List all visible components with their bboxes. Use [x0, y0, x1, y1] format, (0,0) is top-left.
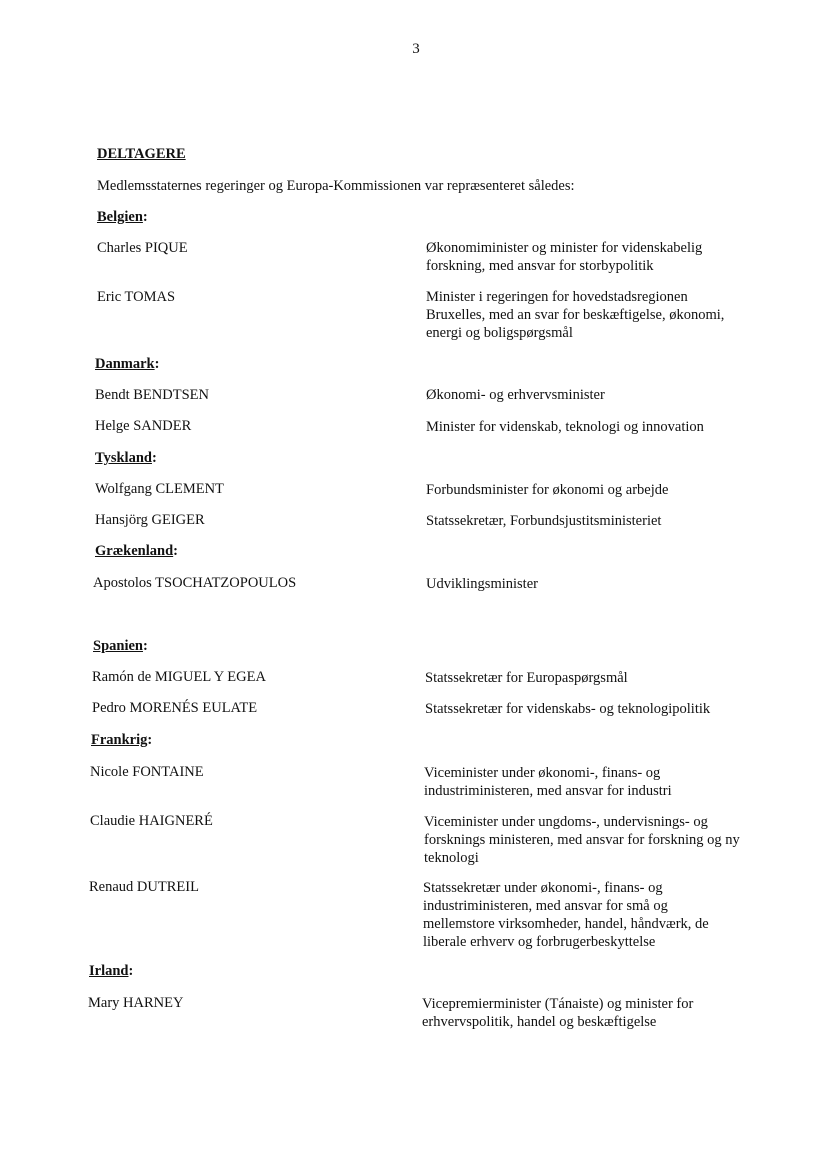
- member-role: Minister for videnskab, teknologi og innovation: [426, 419, 704, 435]
- member-role: Udviklingsminister: [426, 576, 538, 592]
- member-role: Statssekretær for Europaspørgsmål: [425, 670, 628, 686]
- member-role: Minister i regeringen for hovedstadsregionen Bruxelles, med an svar for beskæftigelse, økonomi, energi og boligspørgsmål: [426, 289, 725, 341]
- member-name: Ramón de MIGUEL Y EGEA: [92, 669, 266, 685]
- member-name: Bendt BENDTSEN: [95, 387, 209, 403]
- member-name: Apostolos TSOCHATZOPOULOS: [93, 575, 297, 591]
- page-number: 3: [412, 41, 420, 57]
- section-heading: DELTAGERE: [97, 146, 186, 162]
- member-name: Helge SANDER: [95, 418, 192, 434]
- member-name: Renaud DUTREIL: [89, 879, 199, 895]
- member-role: Forbundsminister for økonomi og arbejde: [426, 482, 669, 498]
- country-heading-danmark: Danmark:: [95, 356, 160, 372]
- member-role: Viceminister under økonomi-, finans- og industriministeren, med ansvar for industri: [424, 765, 672, 799]
- member-name: Pedro MORENÉS EULATE: [92, 700, 258, 716]
- member-role: Statssekretær under økonomi-, finans- og industriministeren, med ansvar for små og mellemstore virksomheder, handel, håndværk, de liberale erhverv og forbrugerbeskyttelse: [423, 880, 709, 950]
- intro-text: Medlemsstaternes regeringer og Europa-Kommissionen var repræsenteret således:: [97, 178, 575, 194]
- member-name: Hansjörg GEIGER: [95, 512, 205, 528]
- member-name: Eric TOMAS: [97, 289, 176, 305]
- member-role: Vicepremierminister (Tánaiste) og minister for erhvervspolitik, handel og beskæftigelse: [422, 996, 694, 1030]
- member-role: Viceminister under ungdoms-, undervisnings- og forsknings ministeren, med ansvar for forskning og ny teknologi: [424, 814, 740, 866]
- country-heading-frankrig: Frankrig:: [91, 732, 153, 748]
- member-name: Wolfgang CLEMENT: [95, 481, 224, 497]
- member-role: Økonomi- og erhvervsminister: [426, 387, 605, 403]
- member-name: Nicole FONTAINE: [90, 764, 204, 780]
- member-role: Statssekretær, Forbundsjustitsministeriet: [426, 513, 662, 529]
- country-heading-tyskland: Tyskland:: [95, 450, 157, 466]
- member-role: Økonomiminister og minister for videnskabelig forskning, med ansvar for storbypolitik: [426, 240, 703, 274]
- country-heading-belgien: Belgien:: [97, 209, 148, 225]
- member-name: Mary HARNEY: [88, 995, 184, 1011]
- country-heading-irland: Irland:: [89, 963, 134, 979]
- member-name: Charles PIQUE: [97, 240, 188, 256]
- member-name: Claudie HAIGNERÉ: [90, 813, 213, 829]
- member-role: Statssekretær for videnskabs- og teknologipolitik: [425, 701, 711, 717]
- country-heading-graekenland: Grækenland:: [95, 543, 179, 559]
- country-heading-spanien: Spanien:: [93, 638, 148, 654]
